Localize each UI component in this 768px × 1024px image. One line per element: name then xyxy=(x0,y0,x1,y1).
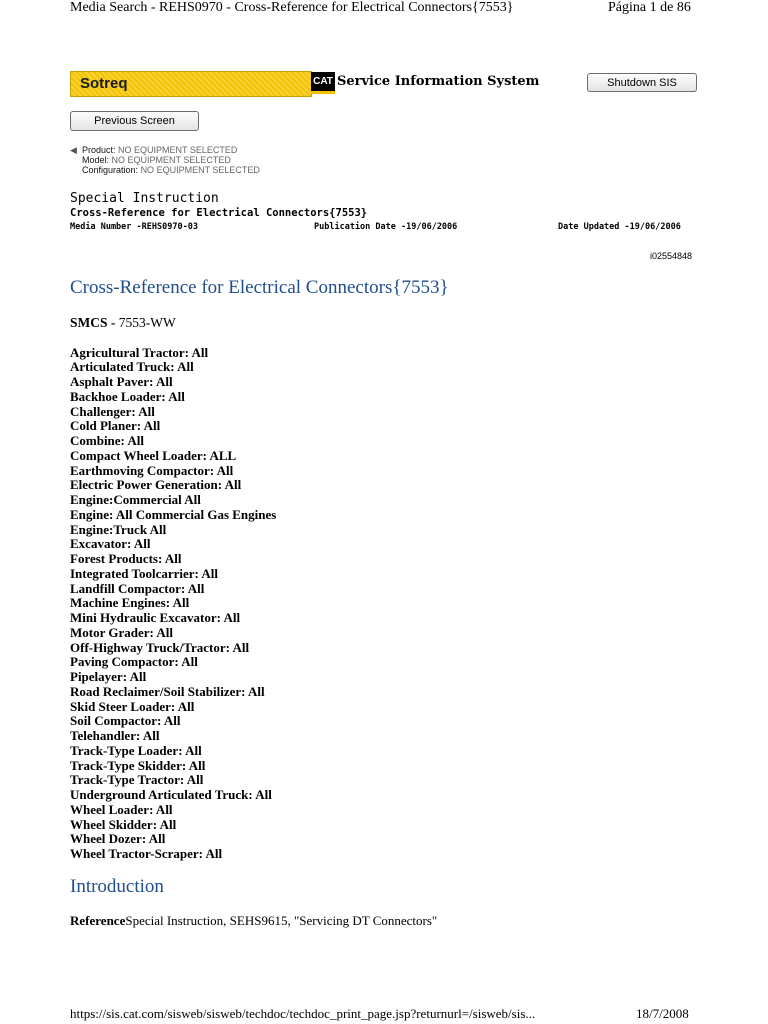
list-item: Engine: All Commercial Gas Engines xyxy=(70,506,277,522)
list-item: Off-Highway Truck/Tractor: All xyxy=(70,639,250,655)
configuration-value: NO EQUIPMENT SELECTED xyxy=(140,165,260,175)
list-item: Excavator: All xyxy=(70,536,151,552)
configuration-label: Configuration: xyxy=(82,165,139,175)
reference-text: Special Instruction, SEHS9615, "Servicing DT Connectors" xyxy=(125,913,438,928)
print-footer-date: 18/7/2008 xyxy=(636,1006,689,1021)
list-item: Challenger: All xyxy=(70,403,155,419)
product-info xyxy=(82,145,237,155)
document-type: Special Instruction xyxy=(70,191,219,206)
shutdown-button[interactable]: Shutdown SIS xyxy=(587,73,697,92)
list-item: Forest Products: All xyxy=(70,551,182,566)
list-item: Wheel Dozer: All xyxy=(70,831,166,847)
reference-line xyxy=(70,913,437,929)
print-header-title: Media Search - REHS0970 - Cross-Reference for Electrical Connectors{7553} xyxy=(70,0,514,15)
model-list xyxy=(70,346,276,862)
introduction-heading: Introduction xyxy=(70,876,164,897)
model-info xyxy=(82,155,231,165)
cat-logo-icon: CAT xyxy=(311,72,335,94)
list-item: Engine:Commercial All xyxy=(70,492,201,507)
back-arrow-icon[interactable]: ◀ xyxy=(70,145,77,155)
list-item: Paving Compactor: All xyxy=(70,654,198,670)
list-item: Telehandler: All xyxy=(70,728,160,743)
list-item: Wheel Skidder: All xyxy=(70,816,177,832)
system-title: Service Information System xyxy=(337,74,540,89)
list-item: Road Reclaimer/Soil Stabilizer: All xyxy=(70,683,265,699)
list-item: Track-Type Loader: All xyxy=(70,742,202,758)
date-updated: Date Updated -19/06/2006 xyxy=(558,222,681,232)
list-item: Engine:Truck All xyxy=(70,521,167,537)
list-item: Underground Articulated Truck: All xyxy=(70,787,272,802)
dealer-banner xyxy=(70,71,312,97)
media-number: Media Number -REHS0970-03 xyxy=(70,222,198,232)
publication-date: Publication Date -19/06/2006 xyxy=(314,222,458,232)
list-item: Articulated Truck: All xyxy=(70,359,194,375)
page-title: Cross-Reference for Electrical Connectors{7553} xyxy=(70,277,449,298)
list-item: Machine Engines: All xyxy=(70,595,190,611)
list-item: Backhoe Loader: All xyxy=(70,388,185,404)
model-label: Model: xyxy=(82,155,110,165)
dealer-brand: Sotreq xyxy=(80,75,128,92)
previous-screen-button[interactable]: Previous Screen xyxy=(70,111,199,131)
reference-label: Reference xyxy=(70,913,126,928)
list-item: Soil Compactor: All xyxy=(70,713,181,729)
print-footer-url: https://sis.cat.com/sisweb/sisweb/techdoc/techdoc_print_page.jsp?returnurl=/sisweb/sis... xyxy=(70,1006,536,1021)
list-item: Motor Grader: All xyxy=(70,624,174,640)
smcs-code xyxy=(70,315,176,331)
list-item: Earthmoving Compactor: All xyxy=(70,462,234,478)
document-id: i02554848 xyxy=(650,251,693,261)
document-subtitle: Cross-Reference for Electrical Connectors{7553} xyxy=(70,207,368,219)
print-page-number: Página 1 de 86 xyxy=(608,0,691,15)
list-item: Integrated Toolcarrier: All xyxy=(70,565,219,581)
list-item: Cold Planer: All xyxy=(70,418,161,434)
list-item: Wheel Loader: All xyxy=(70,801,173,817)
list-item: Mini Hydraulic Excavator: All xyxy=(70,610,241,625)
list-item: Pipelayer: All xyxy=(70,669,147,684)
product-value: NO EQUIPMENT SELECTED xyxy=(118,145,238,155)
list-item: Asphalt Paver: All xyxy=(70,374,173,389)
list-item: Wheel Tractor-Scraper: All xyxy=(70,846,223,861)
list-item: Electric Power Generation: All xyxy=(70,477,242,493)
list-item: Skid Steer Loader: All xyxy=(70,698,195,714)
model-value: NO EQUIPMENT SELECTED xyxy=(111,155,231,165)
list-item: Track-Type Tractor: All xyxy=(70,772,204,788)
smcs-value: 7553-WW xyxy=(118,315,176,330)
smcs-label: SMCS - xyxy=(70,315,116,330)
list-item: Track-Type Skidder: All xyxy=(70,757,206,773)
product-label: Product: xyxy=(82,145,116,155)
list-item: Agricultural Tractor: All xyxy=(70,344,209,360)
list-item: Landfill Compactor: All xyxy=(70,580,205,596)
list-item: Combine: All xyxy=(70,433,145,448)
list-item: Compact Wheel Loader: ALL xyxy=(70,447,237,463)
configuration-info xyxy=(82,165,260,175)
